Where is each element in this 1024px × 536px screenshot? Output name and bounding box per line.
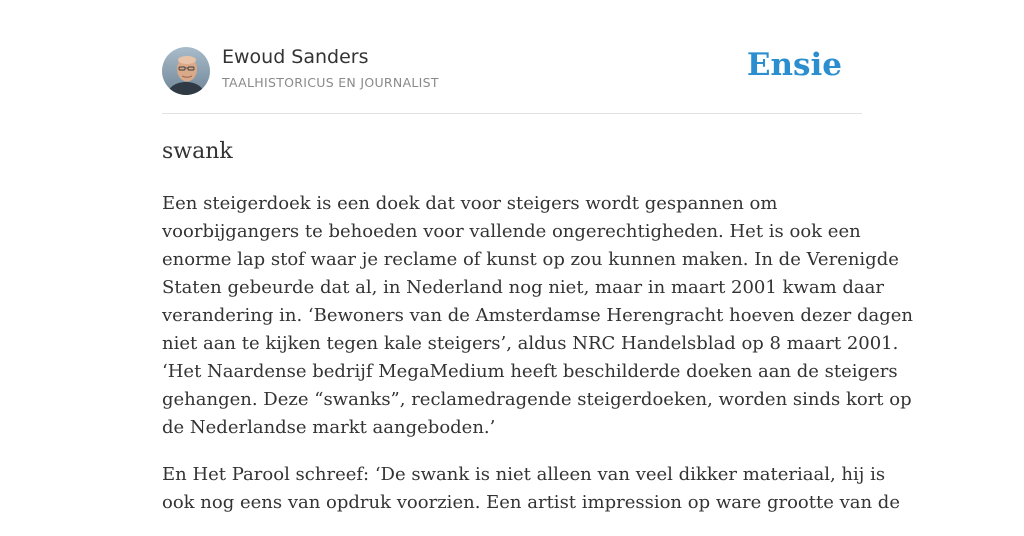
avatar[interactable] — [162, 47, 210, 95]
text-line: enorme lap stof waar je reclame of kunst op zou kunnen maken. In de Verenigde — [162, 249, 899, 270]
text-line: ‘Het Naardense bedrijf MegaMedium heeft beschilderde doeken aan de steigers — [162, 361, 898, 382]
text-line: Een steigerdoek is een doek dat voor steigers wordt gespannen om — [162, 193, 778, 214]
text-line: Staten gebeurde dat al, in Nederland nog niet, maar in maart 2001 kwam daar — [162, 277, 884, 298]
text-line: ook nog eens van opdruk voorzien. Een artist impression op ware grootte van de — [162, 492, 900, 513]
text-line: voorbijgangers te behoeden voor vallende ongerechtigheden. Het is ook een — [162, 221, 861, 242]
article-title: swank — [162, 139, 233, 164]
author-name[interactable]: Ewoud Sanders — [222, 46, 369, 68]
text-line: En Het Parool schreef: ‘De swank is niet alleen van veel dikker materiaal, hij is — [162, 464, 886, 485]
text-line: niet aan te kijken tegen kale steigers’, aldus NRC Handelsblad op 8 maart 2001. — [162, 333, 899, 354]
header — [162, 0, 862, 114]
ensie-logo[interactable]: Ensie — [746, 47, 842, 83]
paragraph — [162, 461, 900, 517]
author-role: TAALHISTORICUS EN JOURNALIST — [222, 75, 439, 90]
text-line: verandering in. ‘Bewoners van de Amsterdamse Herengracht hoeven dezer dagen — [162, 305, 913, 326]
text-line: de Nederlandse markt aangeboden.’ — [162, 417, 496, 438]
text-line: gehangen. Deze “swanks”, reclamedragende steigerdoeken, worden sinds kort op — [162, 389, 912, 410]
article-body — [162, 190, 913, 536]
paragraph — [162, 190, 913, 442]
page — [162, 0, 913, 513]
author-photo-icon — [162, 47, 210, 95]
